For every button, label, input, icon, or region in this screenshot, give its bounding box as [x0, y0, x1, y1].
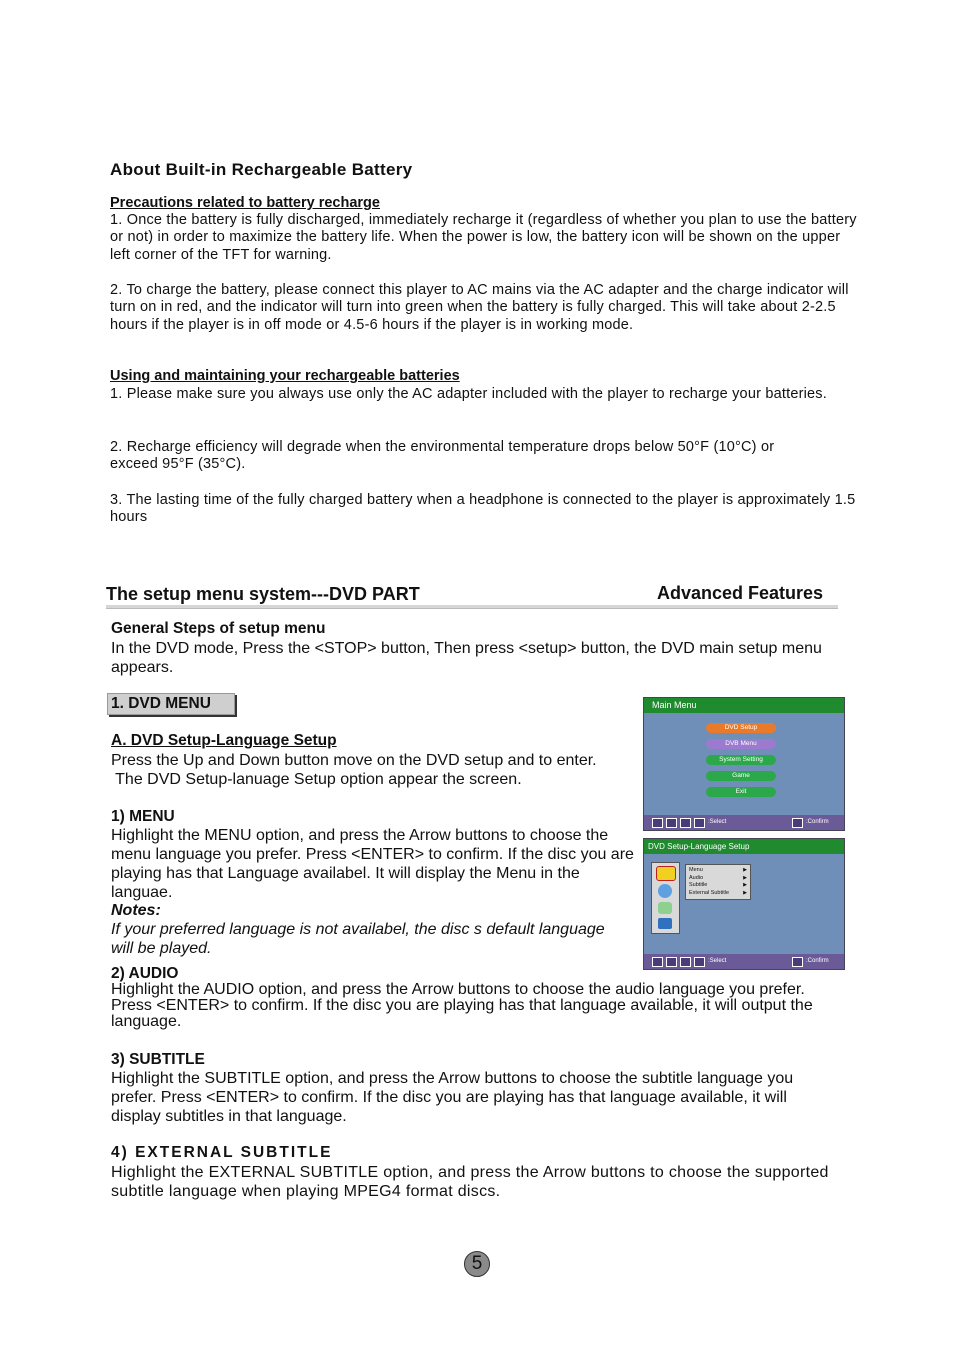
language-setup-heading: A. DVD Setup-Language Setup — [111, 732, 337, 749]
arrow-right-icon: ▶ — [743, 889, 747, 896]
down-arrow-key-icon — [694, 818, 705, 828]
down-arrow-key-icon — [694, 957, 705, 967]
option-menu[interactable]: Menu ▶ — [689, 867, 747, 873]
language-setup-screen — [643, 838, 845, 970]
arrow-right-icon: ▶ — [743, 874, 747, 881]
external-subtitle-text: Highlight the EXTERNAL SUBTITLE option, and press the Arrow buttons to choose the supported subtitle language when playing MPEG4 format discs. — [111, 1164, 829, 1200]
option-external-subtitle[interactable]: External Subtitle ▶ — [689, 889, 747, 896]
menu-pill-dvd-setup: DVD Setup — [706, 723, 776, 733]
audio-icon — [658, 884, 672, 898]
battery-title: About Built-in Rechargeable Battery — [110, 160, 413, 179]
subtitle-heading: 3) SUBTITLE — [111, 1051, 205, 1068]
left-arrow-key-icon — [652, 818, 663, 828]
menu-pill-system-setting: System Setting — [706, 755, 776, 765]
setup-icon-column — [651, 862, 680, 934]
subtitle-text: Highlight the SUBTITLE option, and press the Arrow buttons to choose the subtitle language you prefer. Press <ENTER> to confirm. If the disc you are playing has that language available, it will display subtitles in that language. — [111, 1070, 794, 1125]
external-subtitle-heading: 4) EXTERNAL SUBTITLE — [111, 1144, 333, 1161]
option-audio[interactable]: Audio ▶ — [689, 874, 747, 881]
using-2: 2. Recharge efficiency will degrade when the environmental temperature drops below 50°F (10°C) or exceed 95°F (35°C). — [110, 439, 775, 473]
page-number: 5 — [464, 1251, 490, 1277]
audio-heading: 2) AUDIO — [111, 965, 179, 982]
arrow-right-icon: ▶ — [743, 867, 747, 873]
up-arrow-key-icon — [666, 957, 677, 967]
precaution-2: 2. To charge the battery, please connect this player to AC mains via the AC adapter and the charge indicator will turn on in red, and the indicator will turn into green when the battery is fully charged. This will take about 2-2.5 hours if the player is in off mode or 4.5-6 hours if the player is in working mode. — [110, 282, 849, 333]
dvd-menu-tag: 1. DVD MENU — [107, 693, 235, 715]
general-text: In the DVD mode, Press the <STOP> button, Then press <setup> button, the DVD main setup menu appears. — [111, 640, 822, 676]
language-setup-title: DVD Setup-Language Setup — [644, 839, 844, 854]
menu-heading: 1) MENU — [111, 808, 175, 825]
right-arrow-key-icon — [680, 957, 691, 967]
left-arrow-key-icon — [652, 957, 663, 967]
advanced-features-title: Advanced Features — [657, 583, 824, 603]
select-label: :Select — [708, 958, 727, 964]
menu-pill-dvb-menu: DVB Menu — [706, 739, 776, 749]
language-setup-line-2: The DVD Setup-lanuage Setup option appear the screen. — [111, 771, 522, 788]
up-arrow-key-icon — [666, 818, 677, 828]
language-setup-line-1: Press the Up and Down button move on the DVD setup and to enter. — [111, 752, 597, 769]
arrow-right-icon: ▶ — [743, 882, 747, 888]
option-subtitle[interactable]: Subtitle ▶ — [689, 882, 747, 888]
main-menu-screen — [643, 697, 845, 831]
precaution-1: 1. Once the battery is fully discharged, immediately recharge it (regardless of whether you plan to use the battery or not) in order to maximize the battery life. When the power is low, the battery icon will be shown on the upper left corner of the TFT for warning. — [110, 212, 857, 263]
enter-key-icon — [792, 818, 803, 828]
section-rule — [106, 605, 838, 609]
display-icon — [658, 918, 672, 929]
general-heading: General Steps of setup menu — [111, 620, 326, 637]
main-menu-title: Main Menu — [644, 698, 844, 713]
main-menu-footer — [644, 815, 844, 830]
confirm-label: :Confirm — [806, 958, 829, 964]
precautions-heading: Precautions related to battery recharge — [110, 195, 380, 211]
language-setup-footer — [644, 954, 844, 969]
using-1: 1. Please make sure you always use only the AC adapter included with the player to recharge your batteries. — [110, 386, 827, 402]
setup-title: The setup menu system---DVD PART — [106, 584, 420, 604]
menu-text: Highlight the MENU option, and press the Arrow buttons to choose the menu language you prefer. Press <ENTER> to confirm. If the disc you are playing has that Language availabel. It will display the Menu in the languae. — [111, 827, 634, 901]
confirm-label: :Confirm — [806, 819, 829, 825]
menu-pill-game: Game — [706, 771, 776, 781]
language-options-panel — [685, 864, 751, 900]
audio-text: Highlight the AUDIO option, and press the Arrow buttons to choose the audio language you prefer. Press <ENTER> to confirm. If the disc you are playing has that language available, it will output the language. — [111, 981, 813, 1030]
notes-label: Notes: — [111, 902, 161, 919]
language-icon — [656, 866, 676, 881]
notes-text: If your preferred language is not availabel, the disc s default language will be played. — [111, 921, 605, 957]
using-3: 3. The lasting time of the fully charged battery when a headphone is connected to the player is approximately 1.5 hours — [110, 492, 856, 526]
using-heading: Using and maintaining your rechargeable batteries — [110, 368, 460, 384]
enter-key-icon — [792, 957, 803, 967]
right-arrow-key-icon — [680, 818, 691, 828]
menu-pill-exit: Exit — [706, 787, 776, 797]
settings-icon — [658, 902, 672, 914]
select-label: :Select — [708, 819, 727, 825]
